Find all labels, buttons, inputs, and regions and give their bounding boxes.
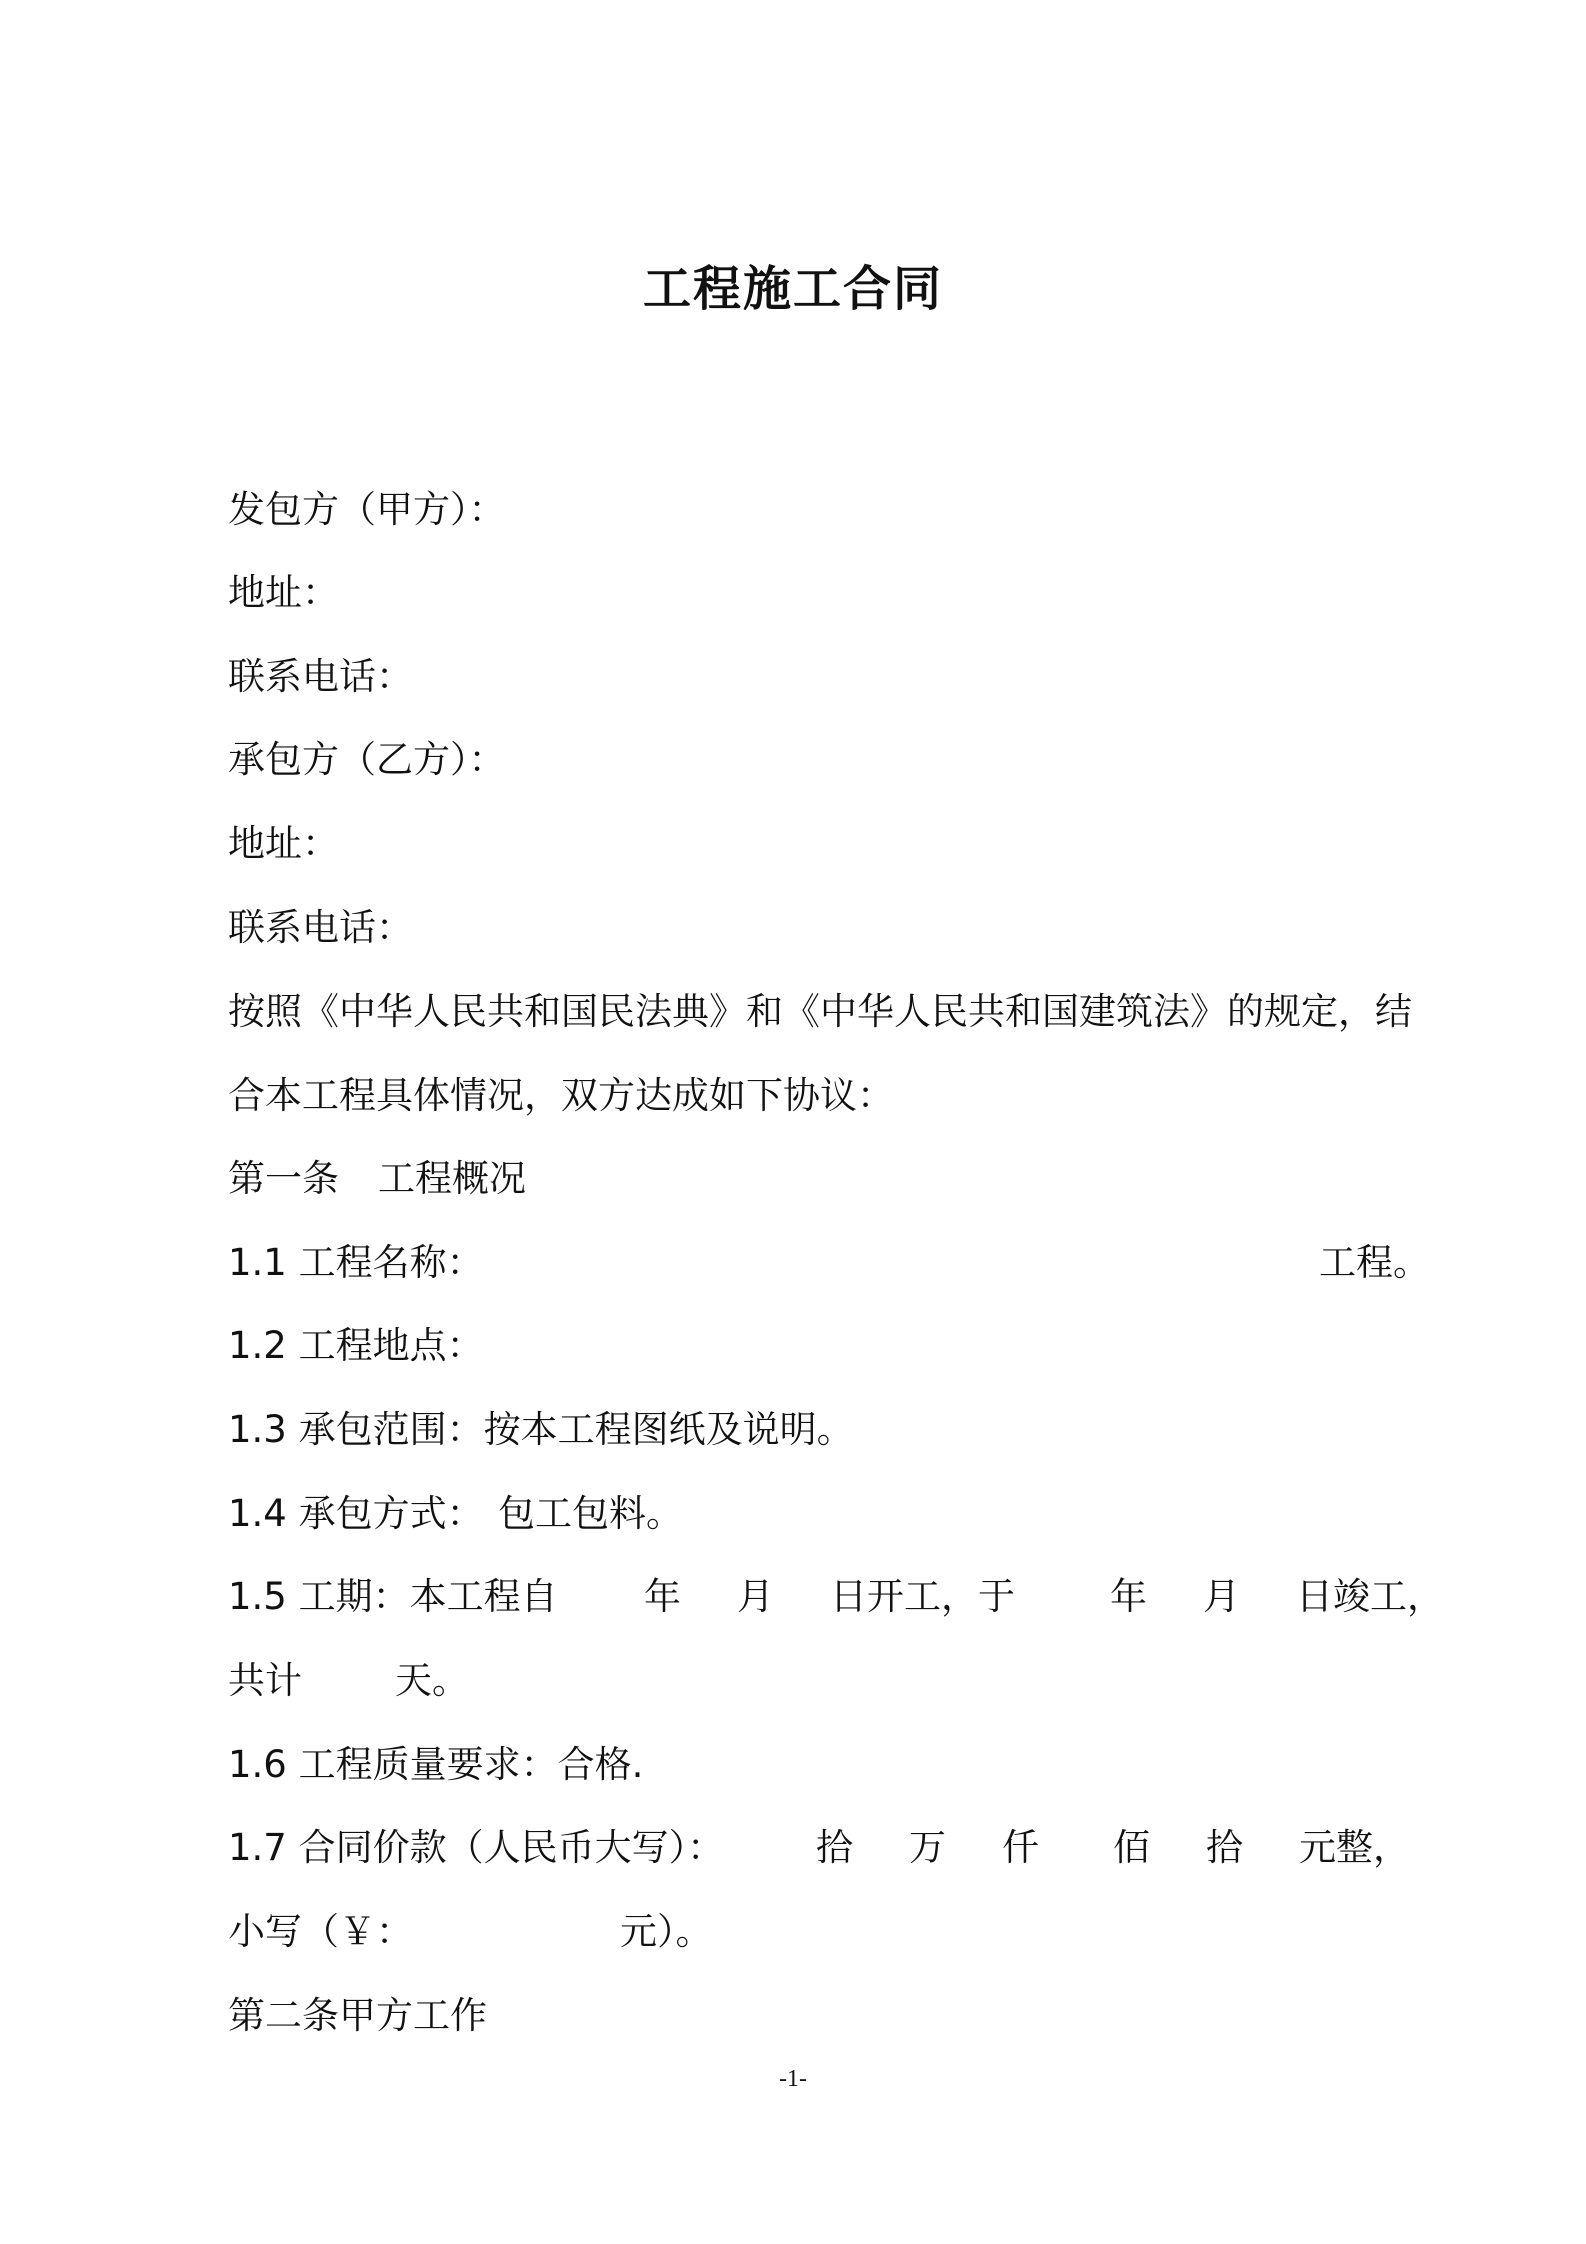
item-1-7-qian: 仟: [1002, 1826, 1039, 1869]
item-1-7-bai: 佰: [1113, 1826, 1150, 1869]
item-1-4-label: 1.4 承包方式：: [228, 1492, 484, 1535]
preamble-line-2: 合本工程具体情况，双方达成如下协议：: [228, 1074, 894, 1117]
party-a-label: 发包方（甲方）：: [228, 488, 506, 531]
item-1-4-value: 包工包料。: [498, 1492, 683, 1535]
article-1-number: 第一条: [228, 1157, 339, 1200]
item-1-5-year-1: 年: [644, 1575, 681, 1618]
document-title: 工程施工合同: [642, 261, 943, 317]
item-1-3: 1.3 承包范围：按本工程图纸及说明。: [228, 1408, 854, 1451]
item-1-5-label: 1.5 工期：本工程自: [228, 1575, 558, 1618]
item-1-5-month-1: 月: [737, 1575, 774, 1618]
item-1-5-year-2: 年: [1110, 1575, 1147, 1618]
item-1-7-wan: 万: [909, 1826, 946, 1869]
item-1-5-days: 天。: [395, 1659, 469, 1702]
item-1-7-small: [228, 1902, 828, 1962]
item-1-7-yuan: 元整，: [1299, 1826, 1410, 1869]
item-1-1: [228, 1233, 1428, 1293]
item-1-5-day-1: 日开工，于: [830, 1575, 1015, 1618]
item-1-5-day-2: 日竣工，: [1296, 1575, 1444, 1618]
item-1-7-shi-1: 拾: [816, 1826, 853, 1869]
item-1-1-label: 1.1 工程名称：: [228, 1241, 484, 1284]
article-1-heading: [228, 1149, 628, 1209]
article-1-title: 工程概况: [378, 1157, 526, 1200]
page-number: -1-: [779, 2066, 807, 2092]
preamble-line-1: 按照《中华人民共和国民法典》和《中华人民共和国建筑法》的规定，结: [228, 990, 1412, 1033]
item-1-7: [228, 1818, 1428, 1878]
item-1-5: [228, 1567, 1444, 1627]
item-1-1-suffix: 工程。: [1319, 1241, 1430, 1284]
item-1-5-month-2: 月: [1203, 1575, 1240, 1618]
party-a-address-label: 地址：: [228, 571, 339, 614]
item-1-7-small-suffix: 元）。: [620, 1910, 713, 1953]
item-1-6: 1.6 工程质量要求：合格.: [228, 1743, 644, 1786]
item-1-5-total: [228, 1651, 628, 1711]
party-b-address-label: 地址：: [228, 822, 339, 865]
article-2-heading: 第二条甲方工作: [228, 1994, 487, 2037]
item-1-2: 1.2 工程地点：: [228, 1324, 484, 1367]
item-1-4: [228, 1484, 1028, 1544]
party-a-phone-label: 联系电话：: [228, 655, 413, 698]
item-1-7-label: 1.7 合同价款（人民币大写）：: [228, 1826, 725, 1869]
item-1-5-total-label: 共计: [228, 1659, 302, 1702]
item-1-7-shi-2: 拾: [1206, 1826, 1243, 1869]
party-b-phone-label: 联系电话：: [228, 906, 413, 949]
item-1-7-small-label: 小写（￥：: [228, 1910, 413, 1953]
party-b-label: 承包方（乙方）：: [228, 738, 506, 781]
